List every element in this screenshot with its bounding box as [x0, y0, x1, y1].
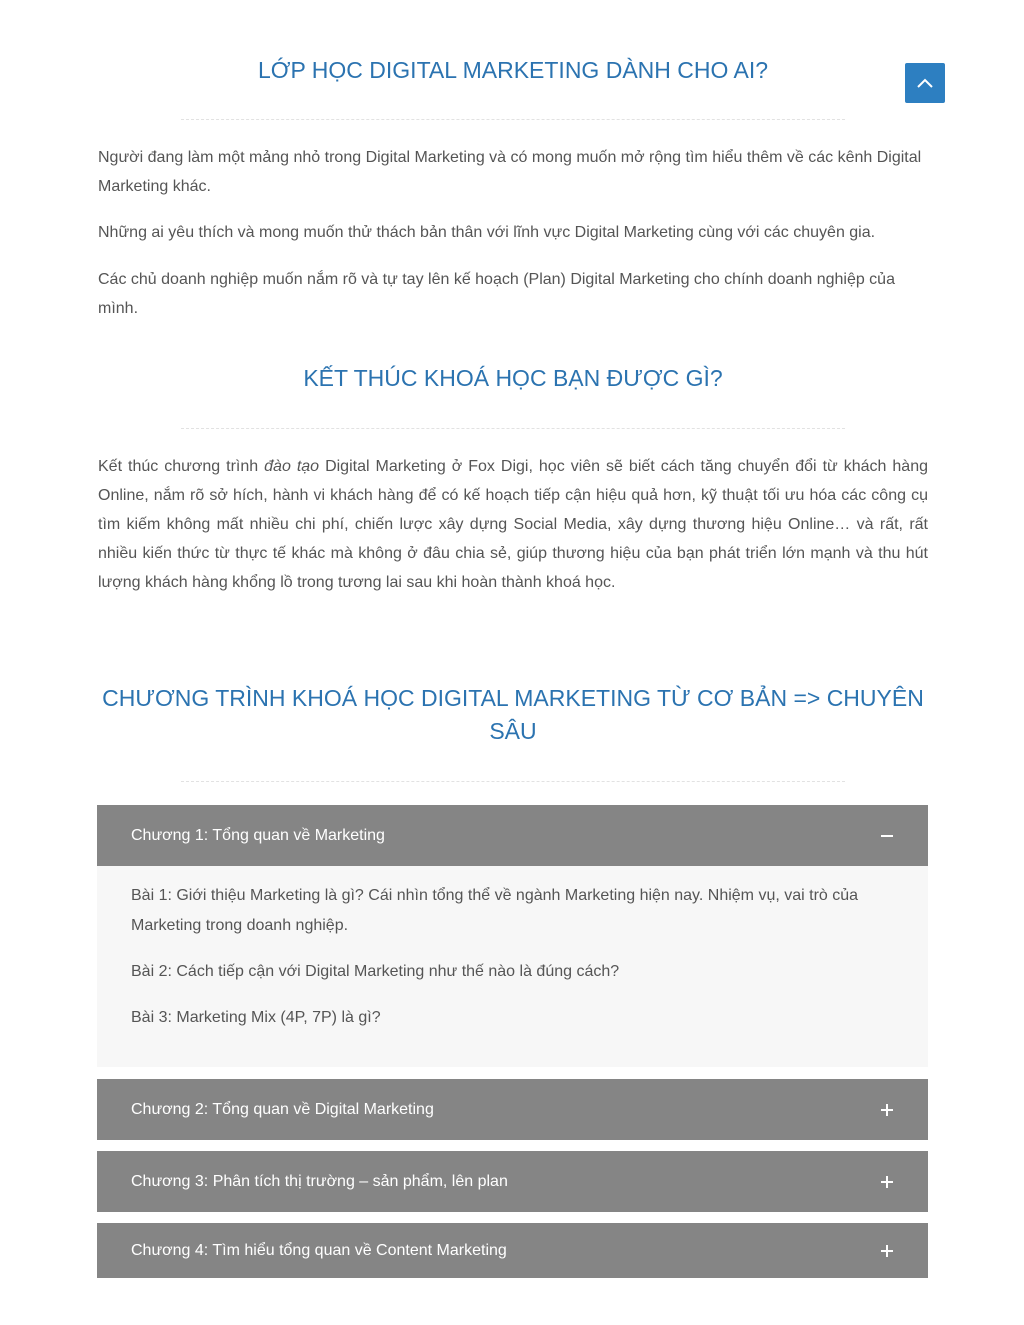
- accordion-header-chapter-3[interactable]: [97, 1151, 928, 1212]
- accordion-header-chapter-1[interactable]: [97, 805, 928, 866]
- accordion-header-chapter-4[interactable]: [97, 1223, 928, 1278]
- divider: [181, 428, 845, 429]
- accordion-header-label: Chương 4: Tìm hiểu tổng quan về Content Marketing: [131, 1241, 507, 1259]
- lesson-item: Bài 1: Giới thiệu Marketing là gì? Cái nhìn tổng thể về ngành Marketing hiện nay. Nhiệm vụ, vai trò của Marketing trong doanh nghiệp.: [131, 887, 859, 934]
- accordion-header-label: Chương 2: Tổng quan về Digital Marketing: [131, 1100, 434, 1118]
- lesson-item: Bài 2: Cách tiếp cận với Digital Marketing như thế nào là đúng cách?: [131, 963, 620, 980]
- outcome-text-end: Digital Marketing ở Fox Digi, học viên sẽ biết cách tăng chuyển đổi từ khách hàng Online, nắm rõ sở hích, hành vi khách hàng để có kế hoạch tiếp cận hiệu quả hơn, kỹ thuật tối ưu hóa các công cụ tìm kiếm không mất nhiều chi phí, chiến lược xây dựng Social Media, xây dựng thương hiệu Online… và rất, rất nhiều kiến thức từ thực tế khác mà không ở đâu chia sẻ, giúp thương hiệu của bạn phát triển lớn mạnh và thu hút lượng khách hàng khổng lồ trong tương lai sau khi hoàn thành khoá học.: [98, 458, 928, 591]
- chevron-up-icon: [917, 78, 933, 88]
- outcome-text-emphasis: đào tạo: [264, 458, 320, 475]
- outcome-paragraph: [98, 452, 928, 597]
- divider: [181, 119, 845, 120]
- scroll-to-top-button[interactable]: [905, 63, 945, 103]
- lesson-item: Bài 3: Marketing Mix (4P, 7P) là gì?: [131, 1009, 381, 1026]
- audience-paragraph-1: Người đang làm một mảng nhỏ trong Digital Marketing và có mong muốn mở rộng tìm hiểu thêm về các kênh Digital Marketing khác.: [98, 149, 922, 195]
- divider: [181, 781, 845, 782]
- section-title-curriculum: CHƯƠNG TRÌNH KHOÁ HỌC DIGITAL MARKETING TỪ CƠ BẢN => CHUYÊN SÂU: [102, 685, 924, 744]
- audience-paragraph-3: Các chủ doanh nghiệp muốn nắm rõ và tự tay lên kế hoạch (Plan) Digital Marketing cho chính doanh nghiệp của mình.: [98, 271, 895, 317]
- accordion-header-chapter-2[interactable]: [97, 1079, 928, 1140]
- section-title-who: LỚP HỌC DIGITAL MARKETING DÀNH CHO AI?: [257, 57, 769, 83]
- audience-paragraph-2: Những ai yêu thích và mong muốn thử thách bản thân với lĩnh vực Digital Marketing cùng với các chuyên gia.: [98, 224, 876, 241]
- outcome-text-start: Kết thúc chương trình: [98, 458, 265, 475]
- accordion-panel-chapter-1: [97, 866, 928, 1067]
- minus-icon[interactable]: [880, 829, 894, 843]
- plus-icon[interactable]: [880, 1175, 894, 1189]
- accordion-header-label: Chương 3: Phân tích thị trường – sản phẩm, lên plan: [131, 1172, 508, 1190]
- plus-icon[interactable]: [880, 1103, 894, 1117]
- section-title-outcome: KẾT THÚC KHOÁ HỌC BẠN ĐƯỢC GÌ?: [303, 365, 723, 391]
- plus-icon[interactable]: [880, 1244, 894, 1258]
- accordion-header-label: Chương 1: Tổng quan về Marketing: [131, 826, 385, 844]
